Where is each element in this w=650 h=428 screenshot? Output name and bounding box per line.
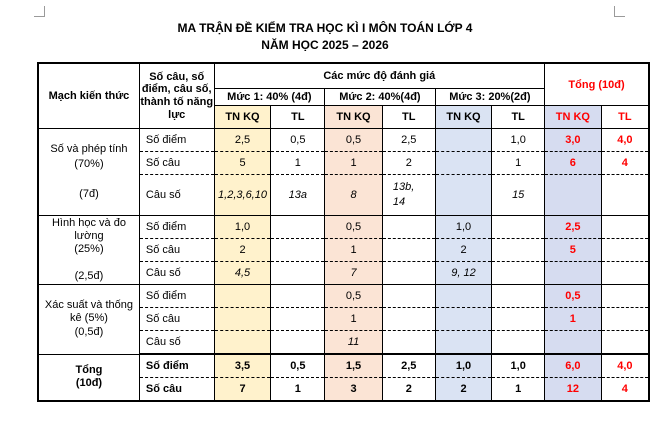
header-muc-3: Mức 3: 20%(2đ) (435, 89, 544, 106)
total-label: Tổng (10đ) (38, 354, 139, 401)
row-label: Câu số (139, 175, 214, 216)
cell-value (214, 308, 271, 331)
cell-total: 5 (545, 239, 602, 262)
row-label: Số câu (139, 378, 214, 402)
total-value: 1 (271, 378, 325, 402)
row-label: Số điểm (139, 285, 214, 308)
header-tong: Tổng (10đ) (545, 63, 649, 106)
cell-question-numbers (492, 262, 545, 285)
cell-value: 2 (382, 152, 435, 175)
grand-total: 12 (545, 378, 602, 402)
row-label: Số điểm (139, 216, 214, 239)
cell-value: 0,5 (325, 129, 383, 152)
cell-value: 1 (271, 152, 325, 175)
row-label: Câu số (139, 331, 214, 355)
assessment-matrix-table (37, 62, 650, 402)
header-m3-tnkq: TN KQ (435, 106, 492, 129)
cell-question-numbers: 13b, 14 (382, 175, 435, 216)
cell-value (382, 285, 435, 308)
cell-value (271, 239, 325, 262)
cell-total (601, 175, 649, 216)
cell-question-numbers: 11 (325, 331, 383, 355)
cell-total: 2,5 (545, 216, 602, 239)
group-label-xac-suat-va-thong-ke: Xác suất và thống kê (5%) (0,5đ) (38, 285, 139, 355)
cell-question-numbers: 8 (325, 175, 383, 216)
cell-total: 6 (545, 152, 602, 175)
cell-question-numbers: 15 (492, 175, 545, 216)
cell-value: 5 (214, 152, 271, 175)
header-cac-muc-do: Các mức độ đánh giá (214, 63, 544, 89)
cell-value (492, 239, 545, 262)
page-corner-mark-left (34, 6, 45, 17)
cell-total (601, 331, 649, 355)
row-label: Số câu (139, 239, 214, 262)
cell-question-numbers (435, 331, 492, 355)
row-label: Số điểm (139, 129, 214, 152)
cell-value: 1,0 (435, 216, 492, 239)
total-value: 0,5 (271, 354, 325, 378)
header-m2-tnkq: TN KQ (325, 106, 383, 129)
cell-total: 0,5 (545, 285, 602, 308)
cell-value: 1 (325, 308, 383, 331)
cell-value: 0,5 (325, 285, 383, 308)
cell-total (601, 285, 649, 308)
grand-total: 4 (601, 378, 649, 402)
document-title: MA TRẬN ĐỀ KIỂM TRA HỌC KÌ I MÔN TOÁN LỚP 4 (177, 21, 473, 35)
cell-question-numbers (435, 175, 492, 216)
total-value: 2,5 (382, 354, 435, 378)
cell-question-numbers (271, 262, 325, 285)
header-so-cau-so-diem: Số câu, số điểm, câu số, thành tố năng lực (139, 63, 214, 129)
cell-value: 2 (214, 239, 271, 262)
total-value: 1,0 (492, 354, 545, 378)
cell-value: 1,0 (214, 216, 271, 239)
cell-question-numbers: 7 (325, 262, 383, 285)
cell-total: 3,0 (545, 129, 602, 152)
cell-value: 2 (435, 239, 492, 262)
row-label: Số điểm (139, 354, 214, 378)
cell-question-numbers (382, 331, 435, 355)
cell-question-numbers (492, 331, 545, 355)
header-m1-tl: TL (271, 106, 325, 129)
cell-value (435, 308, 492, 331)
total-value: 3,5 (214, 354, 271, 378)
total-value: 2 (382, 378, 435, 402)
group-label-hinh-hoc-va-do-luong: Hình học và đo lường (25%) (2,5đ) (38, 216, 139, 285)
cell-value: 2,5 (214, 129, 271, 152)
cell-value (492, 285, 545, 308)
cell-value (492, 216, 545, 239)
page-corner-mark-right (614, 6, 625, 17)
cell-value (382, 239, 435, 262)
cell-total (601, 262, 649, 285)
total-value: 7 (214, 378, 271, 402)
cell-value: 2,5 (382, 129, 435, 152)
row-label: Số câu (139, 152, 214, 175)
header-tong-tnkq: TN KQ (545, 106, 602, 129)
cell-total (601, 239, 649, 262)
cell-total (601, 308, 649, 331)
cell-total (545, 262, 602, 285)
cell-value (271, 216, 325, 239)
cell-total: 4,0 (601, 129, 649, 152)
total-value: 1,5 (325, 354, 383, 378)
cell-total: 4 (601, 152, 649, 175)
cell-value (271, 285, 325, 308)
cell-question-numbers: 9, 12 (435, 262, 492, 285)
cell-total (545, 331, 602, 355)
cell-value (435, 129, 492, 152)
cell-value (435, 285, 492, 308)
total-value: 1 (492, 378, 545, 402)
group-label-so-va-phep-tinh: Số và phép tính (70%) (7đ) (38, 129, 139, 216)
header-muc-2: Mức 2: 40%(4đ) (325, 89, 435, 106)
header-tong-tl: TL (601, 106, 649, 129)
cell-value (214, 285, 271, 308)
cell-question-numbers (214, 331, 271, 355)
cell-value (271, 308, 325, 331)
row-label: Số câu (139, 308, 214, 331)
grand-total: 4,0 (601, 354, 649, 378)
cell-question-numbers (382, 262, 435, 285)
cell-total: 1 (545, 308, 602, 331)
cell-question-numbers: 13a (271, 175, 325, 216)
cell-total (601, 216, 649, 239)
grand-total: 6,0 (545, 354, 602, 378)
cell-value: 1 (325, 152, 383, 175)
cell-question-numbers (271, 331, 325, 355)
row-label: Câu số (139, 262, 214, 285)
header-m2-tl: TL (382, 106, 435, 129)
total-value: 3 (325, 378, 383, 402)
header-mach-kien-thuc: Mạch kiến thức (38, 63, 139, 129)
cell-total (545, 175, 602, 216)
header-m3-tl: TL (492, 106, 545, 129)
cell-value: 1 (325, 239, 383, 262)
cell-value (382, 216, 435, 239)
cell-value: 1,0 (492, 129, 545, 152)
cell-value (435, 152, 492, 175)
cell-value: 0,5 (325, 216, 383, 239)
cell-question-numbers: 1,2,3,6,10 (214, 175, 271, 216)
cell-value (492, 308, 545, 331)
total-value: 2 (435, 378, 492, 402)
cell-value: 0,5 (271, 129, 325, 152)
cell-value: 1 (492, 152, 545, 175)
header-m1-tnkq: TN KQ (214, 106, 271, 129)
total-value: 1,0 (435, 354, 492, 378)
header-muc-1: Mức 1: 40% (4đ) (214, 89, 325, 106)
cell-question-numbers: 4,5 (214, 262, 271, 285)
cell-value (382, 308, 435, 331)
document-subtitle: NĂM HỌC 2025 – 2026 (261, 38, 389, 52)
